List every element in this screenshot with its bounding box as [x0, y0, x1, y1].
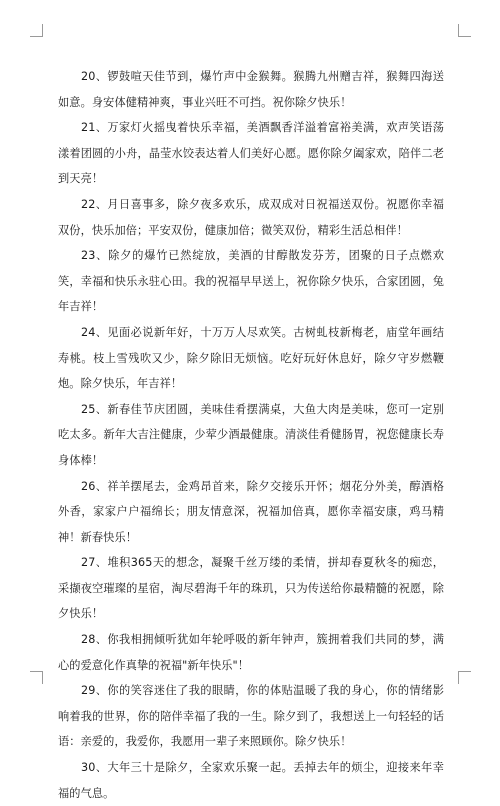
greeting-entry-28: 28、你我相拥倾听犹如年轮呼吸的新年钟声，簇拥着我们共同的梦，满心的爱意化作真挚的祝福"新年快乐"！	[58, 633, 444, 672]
greeting-entry-23: 23、除夕的爆竹已然绽放，美酒的甘醇散发芬芳，团聚的日子点燃欢笑，幸福和快乐永驻心田。我的祝福早早送上，祝你除夕快乐，合家团圆，兔年吉祥！	[58, 249, 444, 314]
greeting-entry-25: 25、新春佳节庆团圆，美味佳肴摆满桌，大鱼大肉是美味，您可一定别吃太多。新年大吉注健康，少荤少酒最健康。清淡佳肴健肠胃，祝您健康长寿身体棒！	[58, 402, 444, 467]
greeting-entry-21: 21、万家灯火摇曳着快乐幸福，美酒飘香洋溢着富裕美满，欢声笑语荡漾着团圆的小舟，晶莹水饺表达着人们美好心愿。愿你除夕阖家欢，陪伴二老到天亮！	[58, 121, 444, 186]
document-body	[58, 64, 444, 806]
greeting-entry-29: 29、你的笑容迷住了我的眼睛，你的体贴温暖了我的身心，你的情绪影响着我的世界，你的陪伴幸福了我的一生。除夕到了，我想送上一句轻轻的话语：亲爱的，我爱你，我愿用一辈子来照顾你。除夕快乐！	[58, 684, 444, 749]
margin-corner-mark-bottom-right	[458, 671, 471, 684]
margin-corner-mark-bottom-left	[30, 671, 43, 684]
greeting-entry-24: 24、见面必说新年好，十万万人尽欢笑。古树虬枝新梅老，庙堂年画结寿桃。枝上雪残吹又少，除夕除旧无烦恼。吃好玩好休息好，除夕守岁燃鞭炮。除夕快乐，年吉祥！	[58, 325, 444, 391]
greeting-entry-27: 27、堆积365天的想念，凝聚千丝万缕的柔情，拼却春夏秋冬的痴恋，采撷夜空璀璨的星宿，淘尽碧海千年的珠玑，只为传送给你最精髓的祝愿，除夕快乐！	[58, 556, 444, 621]
greeting-entry-26: 26、祥羊摆尾去，金鸡昂首来，除夕交接乐开怀；烟花分外美，醇酒格外香，家家户户福绵长；朋友情意深，祝福加倍真，愿你幸福安康，鸡马精神！新春快乐！	[58, 479, 444, 544]
margin-corner-mark-top-left	[30, 24, 43, 37]
margin-corner-mark-top-right	[458, 24, 471, 37]
greeting-entry-30: 30、大年三十是除夕，全家欢乐聚一起。丢掉去年的烦尘，迎接来年幸福的气息。	[58, 761, 444, 800]
greeting-entry-20: 20、锣鼓喧天佳节到，爆竹声中金猴舞。猴腾九州赠吉祥，猴舞四海送如意。身安体健精神爽，事业兴旺不可挡。祝你除夕快乐！	[58, 70, 444, 109]
greeting-entry-22: 22、月日喜事多，除夕夜多欢乐，成双成对日祝福送双份。祝愿你幸福双份，快乐加倍；平安双份，健康加倍；微笑双份，精彩生活总相伴！	[58, 197, 444, 237]
